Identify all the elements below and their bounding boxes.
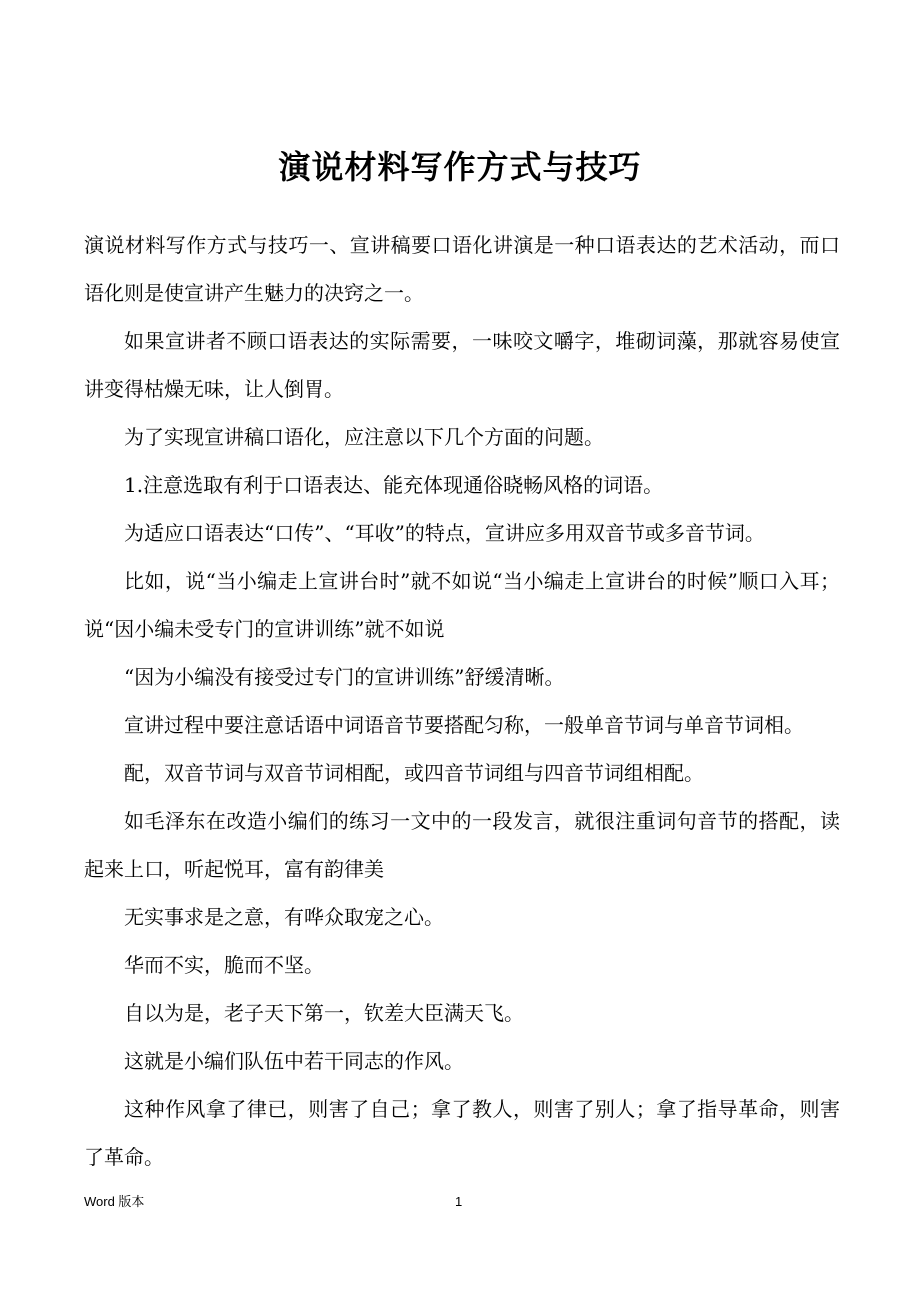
paragraph: 自以为是，老子天下第一，钦差大臣满天飞。 <box>124 1001 524 1025</box>
paragraph: 配，双音节词与双音节词相配，或四音节词组与四音节词组相配。 <box>124 761 704 785</box>
paragraph: 这种作风拿了律已，则害了自己；拿了教人，则害了别人；拿了指导革命，则害了革命。 <box>84 1097 840 1169</box>
paragraph: 如果宣讲者不顾口语表达的实际需要，一味咬文嚼字，堆砌词藻，那就容易使宣讲变得枯燥无味，让人倒胃。 <box>84 329 840 401</box>
footer-label: Word 版本 <box>84 1194 145 1209</box>
paragraph: 华而不实，脆而不坚。 <box>124 953 324 977</box>
paragraph: 为了实现宣讲稿口语化，应注意以下几个方面的问题。 <box>124 425 604 449</box>
paragraph: 如毛泽东在改造小编们的练习一文中的一段发言，就很注重词句音节的搭配，读起来上口，听起悦耳，富有韵律美 <box>84 809 840 881</box>
page-number: 1 <box>455 1194 463 1209</box>
paragraph: 这就是小编们队伍中若干同志的作风。 <box>124 1049 464 1073</box>
paragraph: 1.注意选取有利于口语表达、能充体现通俗晓畅风格的词语。 <box>124 473 664 497</box>
paragraph: 无实事求是之意，有哗众取宠之心。 <box>124 905 444 929</box>
document-title: 演说材料写作方式与技巧 <box>278 148 642 186</box>
paragraph: 为适应口语表达“口传”、“耳收”的特点，宣讲应多用双音节或多音节词。 <box>124 521 765 545</box>
document-body <box>84 221 840 1181</box>
paragraph: “因为小编没有接受过专门的宣讲训练”舒缓清晰。 <box>124 665 565 689</box>
paragraph: 比如，说“当小编走上宣讲台时”就不如说“当小编走上宣讲台的时候”顺口入耳；说“因小编未受专门的宣讲训练”就不如说 <box>84 569 840 641</box>
paragraph: 演说材料写作方式与技巧一、宣讲稿要口语化讲演是一种口语表达的艺术活动，而口语化则是使宣讲产生魅力的决窍之一。 <box>84 233 840 305</box>
paragraph: 宣讲过程中要注意话语中词语音节要搭配匀称，一般单音节词与单音节词相。 <box>124 713 804 737</box>
